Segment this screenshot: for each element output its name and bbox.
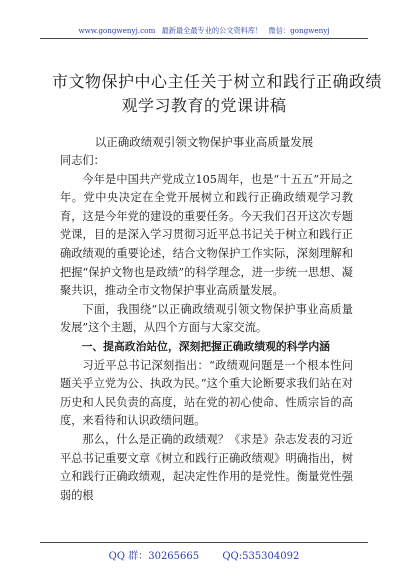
- header-slogan: 最新最全最专业的公文资料库！: [161, 26, 263, 35]
- title-line-1: 市文物保护中心主任关于树立和践行正确政绩: [52, 72, 383, 91]
- header-wechat: 微信：gongwenyj: [268, 26, 330, 35]
- section-heading-1: 一、提高政治站位，深刻把握正确政绩观的科学内涵: [81, 339, 330, 353]
- header-divider: [40, 38, 368, 39]
- document-title: [52, 70, 383, 118]
- paragraph-2: 下面，我围绕“以正确政绩观引领文物保护事业高质量发展”这个主题，从四个方面与大家交流。: [60, 302, 353, 335]
- footer-qq-group: QQ 群：30265665: [108, 551, 200, 562]
- header-site: www.gongwenyj.com: [78, 26, 156, 35]
- paragraph-3: 习近平总书记深刻指出：“政绩观问题是一个根本性问题关乎立党为公、执政为民。”这个重大论断要求我们站在对历史和人民负责的高度，站在党的初心使命、性质宗旨的高度，来看待和认识政绩问题。: [60, 358, 353, 428]
- paragraph-1: 今年是中国共产党成立105周年，也是“十五五”开局之年。党中央决定在全党开展树立和践行正确政绩观学习教育，这是今年党的建设的重要任务。今天我们召开这次专题党课，目的是深入学习贯彻习近平总书记关于树立和践行正确政绩观的重要论述，结合文物保护工作实际，深刻理解和把握“保护文物也是政绩”的科学理念，进一步统一思想、凝聚共识，推动全市文物保护事业高质量发展。: [60, 172, 353, 298]
- page-footer: [0, 547, 408, 562]
- footer-divider: [40, 542, 368, 543]
- document-subtitle: 以正确政绩观引领文物保护事业高质量发展: [94, 135, 314, 149]
- footer-qq: QQ:535304092: [222, 551, 300, 562]
- document-body: [60, 152, 353, 505]
- greeting: 同志们：: [60, 154, 105, 167]
- page-header: [0, 26, 408, 36]
- title-line-2: 观学习教育的党课讲稿: [121, 96, 287, 115]
- paragraph-4: 那么，什么是正确的政绩观？《求是》杂志发表的习近平总书记重要文章《树立和践行正确政绩观》明确指出，树立和践行正确政绩观，起决定性作用的是党性。衡量党性强弱的根: [60, 432, 353, 502]
